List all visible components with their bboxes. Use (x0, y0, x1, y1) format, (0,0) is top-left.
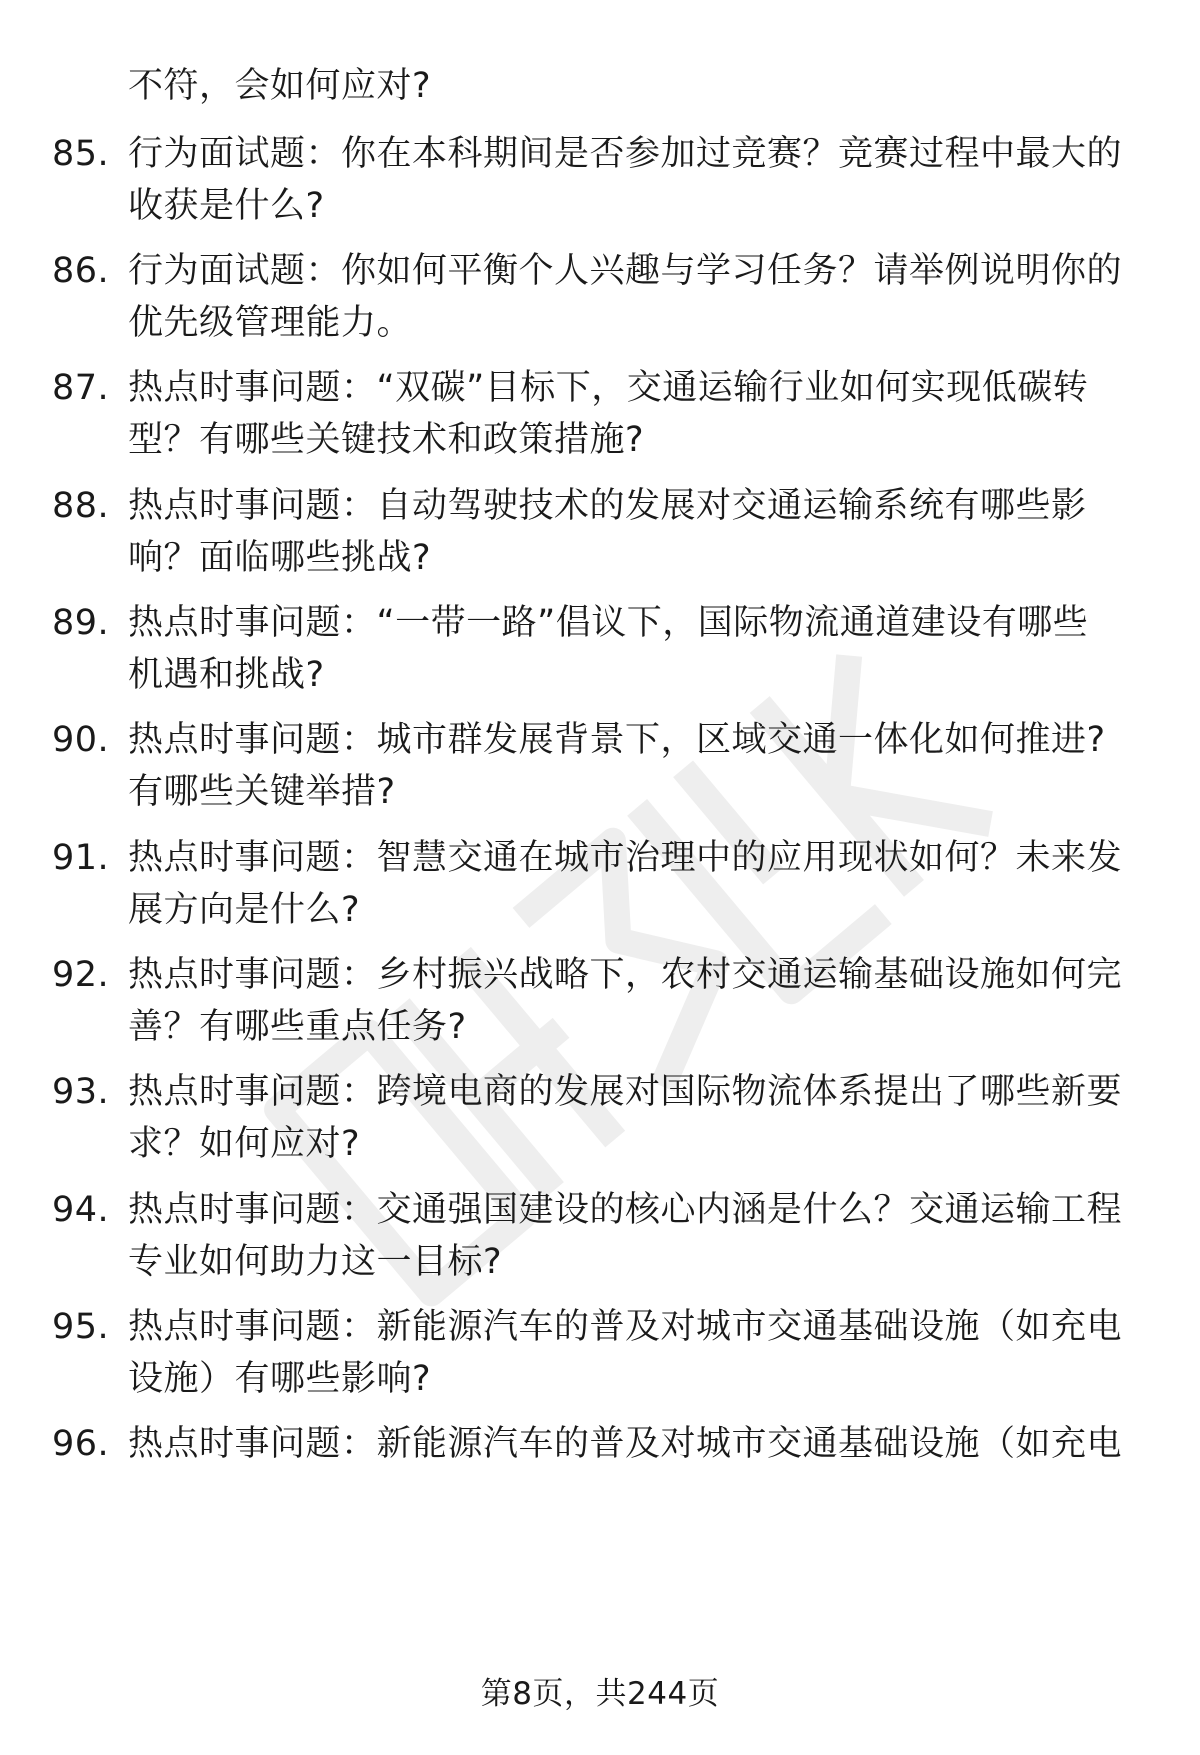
question-text-line: 热点时事问题：新能源汽车的普及对城市交通基础设施（如充电 (128, 1424, 1123, 1464)
question-text-line: 热点时事问题：城市群发展背景下，区域交通一体化如何推进? (128, 720, 1106, 760)
question-number: 85. (52, 134, 110, 174)
question-text-line: 行为面试题：你如何平衡个人兴趣与学习任务？请举例说明你的 (128, 251, 1123, 291)
question-number: 93. (52, 1072, 110, 1112)
question-number: 86. (52, 251, 110, 291)
question-text-line: 设施）有哪些影响? (128, 1359, 432, 1399)
question-number: 88. (52, 486, 110, 526)
question-number: 94. (52, 1190, 110, 1230)
question-number: 89. (52, 603, 110, 643)
question-text-line: 展方向是什么? (128, 890, 361, 930)
question-text-line: 型？有哪些关键技术和政策措施? (128, 420, 645, 460)
question-text-line: 响？面临哪些挑战? (128, 538, 432, 578)
question-text-line: 收获是什么? (128, 186, 325, 226)
question-text-line: 热点时事问题：新能源汽车的普及对城市交通基础设施（如充电 (128, 1307, 1123, 1347)
question-text-line: 热点时事问题：“一带一路”倡议下，国际物流通道建设有哪些 (128, 603, 1089, 643)
question-text-line: 善？有哪些重点任务? (128, 1007, 467, 1047)
question-text-line: 热点时事问题：交通强国建设的核心内涵是什么？交通运输工程 (128, 1190, 1123, 1230)
question-number: 87. (52, 368, 110, 408)
question-text-line: 热点时事问题：跨境电商的发展对国际物流体系提出了哪些新要 (128, 1072, 1123, 1112)
question-text-line: 热点时事问题：乡村振兴战略下，农村交通运输基础设施如何完 (128, 955, 1123, 995)
question-number: 92. (52, 955, 110, 995)
question-text-line: 专业如何助力这一目标? (128, 1242, 503, 1282)
question-text-line: 求？如何应对? (128, 1124, 361, 1164)
question-number: 95. (52, 1307, 110, 1347)
question-text-line: 机遇和挑战? (128, 655, 325, 695)
question-text-line: 优先级管理能力。 (128, 303, 413, 343)
page-number-footer: 第8页，共244页 (480, 1676, 720, 1712)
question-number: 91. (52, 838, 110, 878)
question-number: 96. (52, 1424, 110, 1464)
question-text-line: 有哪些关键举措? (128, 772, 396, 812)
question-text-line: 热点时事问题：自动驾驶技术的发展对交通运输系统有哪些影 (128, 486, 1087, 526)
question-text-line: 热点时事问题：智慧交通在城市治理中的应用现状如何？未来发 (128, 838, 1123, 878)
question-text-line: 热点时事问题：“双碳”目标下，交通运输行业如何实现低碳转 (128, 368, 1089, 408)
question-number: 90. (52, 720, 110, 760)
question-text-line: 行为面试题：你在本科期间是否参加过竞赛？竞赛过程中最大的 (128, 134, 1123, 174)
continuation-text: 不符，会如何应对? (128, 66, 432, 106)
